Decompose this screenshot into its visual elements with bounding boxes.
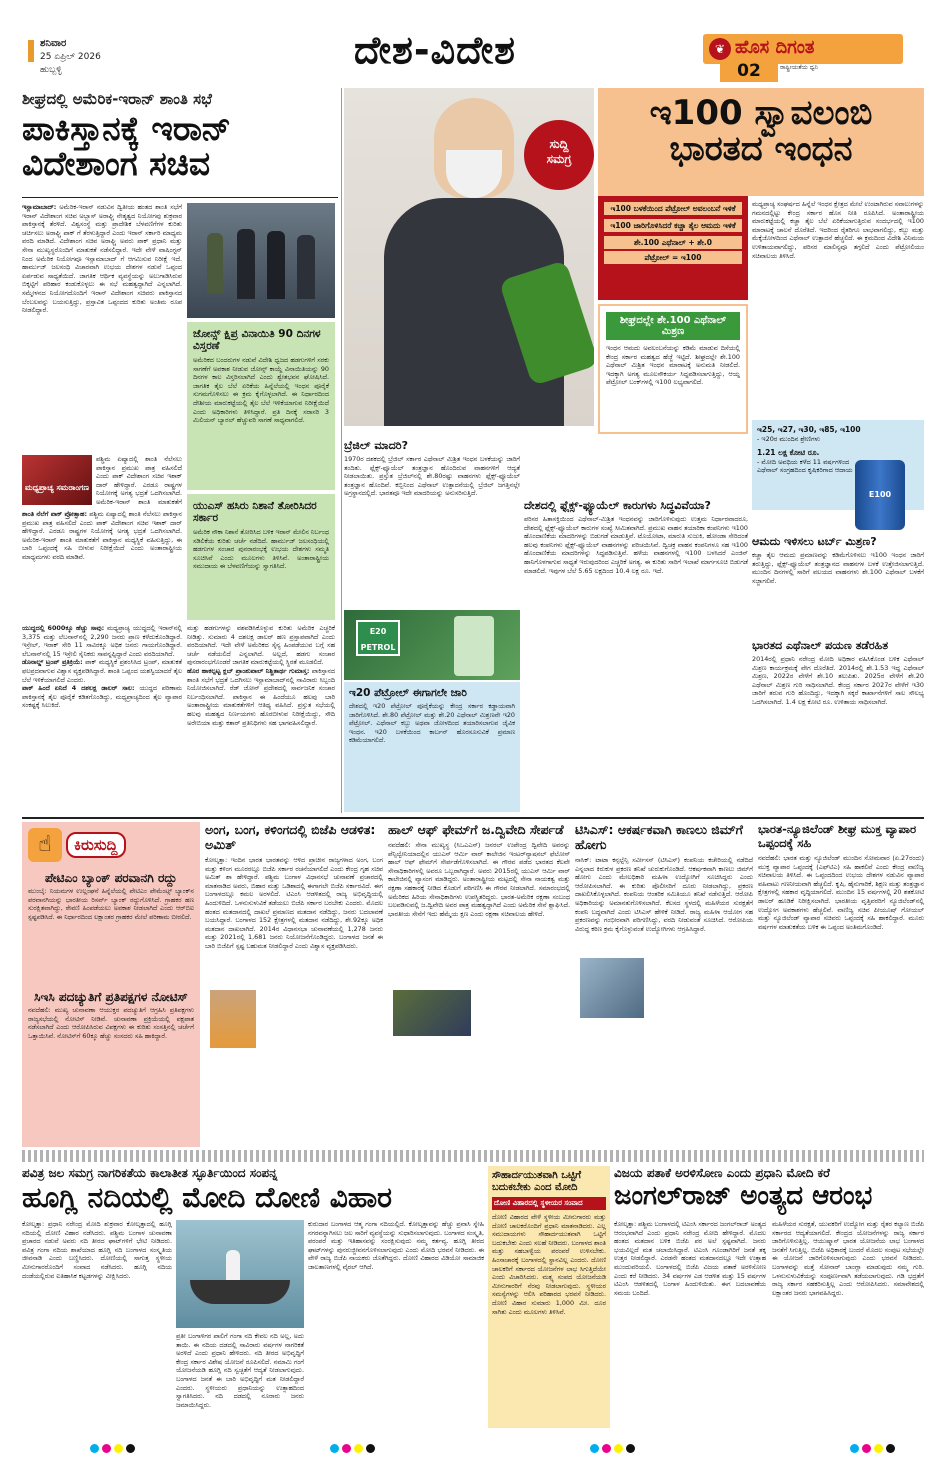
harmony-sub: ದೋಣಿ ವಿಹಾರದಲ್ಲಿ ಸ್ಥಳೀಯರ ಸಂವಾದ bbox=[492, 1197, 606, 1210]
jones-act-box bbox=[187, 322, 335, 490]
lead-body2: ಪಶ್ಚಿಮ ಏಷ್ಯಾದಲ್ಲಿ ಶಾಂತಿ ನೆಲೆಸಲು ಪಾಕಿಸ್ತಾನ ಪ್ರಮುಖ ಪಾತ್ರ ವಹಿಸಲಿದೆ ಎಂದು ಪಾಕ್ ವಿದೇಶಾಂಗ ಸಚಿವ ಇಶಾಕ್ ದಾರ್ ಹೇಳಿದ್ದಾರೆ. ಎರಡೂ ರಾಷ್ಟ್ರಗಳ ನಿಯೋಗಕ್ಕೆ ಅಗತ್ಯ ಭದ್ರತೆ ಒದಗಿಸಲಾಗಿದೆ. ಅಮೆರಿಕ-ಇರಾನ್ ಶಾಂತಿ ಮಾತುಕತೆಗೆ ಪಾಕಿಸ್ತಾನ ಮಧ್ಯಸ್ಥಿಕೆ ವಹಿಸುತ್ತಿದ್ದು, ಈ ಬಾರಿ ಒಪ್ಪಂದಕ್ಕೆ ಸಹಿ ಬೀಳುವ ನಿರೀಕ್ಷೆಯಿದೆ ಎಂದು ಅಂತಾರಾಷ್ಟ್ರೀಯ ಮಾಧ್ಯಮಗಳು ವರದಿ ಮಾಡಿವೆ. bbox=[22, 510, 182, 561]
jungle-kicker: ವಿಜಯ ಪತಾಕೆ ಅರಳಿಸೋಣ ಎಂದು ಪ್ರಧಾನಿ ಮೋದಿ ಕರೆ bbox=[614, 1166, 830, 1180]
fuel-right-body: ಮಧ್ಯಪ್ರಾಚ್ಯ ಸಂಘರ್ಷದ ಹಿನ್ನೆಲೆ ಇಂಧನ ಕ್ಷೇತ್ರದ ಮೇಲೆ ಉಂಟಾಗಿರುವ ಸವಾಲುಗಳನ್ನು ಗಮನದಲ್ಲಿಟ್ಟು ಕೇಂದ್ರ ಸರ್ಕಾರ ಹೊಸ ನೀತಿ ರೂಪಿಸಿದೆ. ಅಂತಾರಾಷ್ಟ್ರೀಯ ಮಾರುಕಟ್ಟೆಯಲ್ಲಿ ಕಚ್ಚಾ ತೈಲ ಬೆಲೆ ಏರಿಕೆಯಾಗುತ್ತಿರುವ ಸಂದರ್ಭದಲ್ಲಿ ಇ100 ಮಾರಾಟಕ್ಕೆ ಚಾಲನೆ ದೊರೆತಿದೆ. ಇದರಿಂದ ರೈತರಿಗೂ ಲಾಭವಾಗಲಿದ್ದು, ಕಬ್ಬು ಮತ್ತು ಮೆಕ್ಕೆಜೋಳದಿಂದ ಎಥೆನಾಲ್ ಉತ್ಪಾದನೆ ಹೆಚ್ಚಲಿದೆ. ಈ ಕ್ರಮದಿಂದ ವಿದೇಶಿ ವಿನಿಮಯ ಉಳಿತಾಯವಾಗಲಿದ್ದು, ಪರಿಸರ ಮಾಲಿನ್ಯವೂ ತಗ್ಗಲಿದೆ ಎಂದು ಪೆಟ್ರೋಲಿಯಂ ಸಚಿವಾಲಯ ತಿಳಿಸಿದೆ. bbox=[752, 200, 924, 260]
brazil-body: 1970ರ ದಶಕದಲ್ಲಿ ಬ್ರೆಜಿಲ್ ಸರ್ಕಾರ ಎಥೆನಾಲ್ ಮಿಶ್ರಿತ ಇಂಧನ ಬಳಕೆಯನ್ನು ಜಾರಿಗೆ ತಂದಿತು. ಫ್ಲೆಕ್ಸ್-ಫ್ಯೂಯೆಲ್ ತಂತ್ರಜ್ಞಾನ ಹೊಂದಿರುವ ವಾಹನಗಳಿಗೆ ಆದ್ಯತೆ ನೀಡಲಾಯಿತು. ಪ್ರಸ್ತುತ ಬ್ರೆಜಿಲ್‌ನಲ್ಲಿ ಶೇ.80ರಷ್ಟು ವಾಹನಗಳು ಫ್ಲೆಕ್ಸ್-ಫ್ಯೂಯೆಲ್ ತಂತ್ರಜ್ಞಾನ ಹೊಂದಿವೆ. ಕಬ್ಬಿನಿಂದ ಎಥೆನಾಲ್ ಉತ್ಪಾದನೆಯಲ್ಲಿ ಬ್ರೆಜಿಲ್ ಜಗತ್ತಿನಲ್ಲೇ ಅಗ್ರಸ್ಥಾನದಲ್ಲಿದೆ. ಭಾರತವೂ ಇದೇ ಮಾದರಿಯನ್ನು ಅನುಸರಿಸುತ್ತಿದೆ. bbox=[344, 455, 520, 498]
cec-title: ಸಿಇಸಿ ಪದಚ್ಯುತಿಗೆ ಪ್ರತಿಪಕ್ಷಗಳ ನೋಟಿಸ್ bbox=[34, 990, 188, 1004]
lead-lower-subhead4: ಪಾಕ್ ಹಿಂದೆ ಏನಿದೆ 4 ದಶಲಕ್ಷ ಡಾಲರ್ ಸಾಲ: bbox=[22, 684, 135, 693]
stats-revenue-note: - ಮೋದಿ ಅವಧಿಯ ಕಳೆದ 11 ವರ್ಷಗಳಿಂದ ಎಥೆನಾಲ್ ಸಂಗ್ರಹದಿಂದ ಕೃಷಿಕರಿಗಾದ ಆದಾಯ bbox=[757, 458, 853, 474]
lead-lower-subhead2: ಡೊನಾಲ್ಡ್ ಟ್ರಂಪ್ ಪ್ರತಿಕ್ರಿಯೆ: bbox=[22, 658, 83, 667]
flex-title: ದೇಶದಲ್ಲಿ ಫ್ಲೆಕ್ಸ್-ಫ್ಯೂಯೆಲ್ ಕಾರುಗಳು ಸಿದ್ಧವಿವೆಯಾ? bbox=[524, 499, 711, 512]
jungle-story-head bbox=[614, 1166, 924, 1210]
lead-body: ಅಮೆರಿಕ-ಇರಾನ್ ನಡುವಿನ ದ್ವಿತೀಯ ಹಂತದ ಶಾಂತಿ ಸಭೆಗೆ ಇರಾನ್ ವಿದೇಶಾಂಗ ಸಚಿವ ಅಬ್ಬಾಸ್ ಅರಾಘ್ಚಿ ನೇತೃತ್ವದ ನಿಯೋಗವು ಶುಕ್ರವಾರ ಪಾಕಿಸ್ತಾನಕ್ಕೆ ತೆರಳಿದೆ. ವಿಶ್ವಸಂಸ್ಥೆ ಮತ್ತು ಪ್ರಾದೇಶಿಕ ಬೆಳವಣಿಗೆಗಳ ಕುರಿತು ಚರ್ಚಿಸಲು ಅರಾಘ್ಚಿ ಪಾಕ್ ಗೆ ತೆರಳುತ್ತಿದ್ದಾರೆ ಎಂದು ಇರಾನ್ ಸರ್ಕಾರಿ ಮಾಧ್ಯಮ ವರದಿ ಮಾಡಿದೆ. ವಿದೇಶಾಂಗ ಸಚಿವ ಅರಾಘ್ಚಿ ಅವರು ಪಾಕ್ ಪ್ರಧಾನಿ ಮತ್ತು ಸೇನಾ ಮುಖ್ಯಸ್ಥರೊಂದಿಗೆ ಮಾತುಕತೆ ನಡೆಸಲಿದ್ದಾರೆ. ಇದೇ ವೇಳೆ ವಾಷಿಂಗ್ಟನ್ ನಿಂದ ಅಮೆರಿಕ ನಿಯೋಗವೂ ಇಸ್ಲಾಮಾಬಾದ್ ಗೆ ಆಗಮಿಸುವ ನಿರೀಕ್ಷೆ ಇದೆ. ಹಾರ್ಮುಜ್ ಜಲಸಂಧಿ ವಿಚಾರವಾಗಿ ಉಭಯ ದೇಶಗಳ ನಡುವೆ ಒಪ್ಪಂದ ಏರ್ಪಡುವ ಸಾಧ್ಯತೆಯಿದೆ. ಜಾಗತಿಕ ಆರ್ಥಿಕ ವ್ಯವಸ್ಥೆಯನ್ನು ಅಲುಗಾಡಿಸಿರುವ ಬಿಕ್ಕಟ್ಟಿಗೆ ಪರಿಹಾರ ಕಂಡುಕೊಳ್ಳಲು ಈ ಸಭೆ ಮಹತ್ವದ್ದಾಗಿದೆ ಎನ್ನಲಾಗಿದೆ. ಸಮ್ಮೇಳನದ ನಿಯೋಗದೊಂದಿಗೆ ಇರಾನ್ ವಿದೇಶಾಂಗ ಸಚಿವರು ಪಾಕಿಸ್ತಾನದ ಬೆಂಬಲವನ್ನು ಬಯಸುತ್ತಿದ್ದು, ಪ್ರಸ್ತಾವಿತ ಒಪ್ಪಂದದ ಕುರಿತು ಅಂತಿಮ ರೂಪ ನೀಡಲಿದ್ದಾರೆ. bbox=[22, 203, 182, 315]
hall-of-fame-story bbox=[388, 822, 570, 1147]
section-divider bbox=[22, 817, 924, 819]
divider bbox=[22, 197, 338, 198]
registration-marks bbox=[850, 1438, 898, 1457]
e20-photo-label: E20 PETROL bbox=[356, 620, 400, 656]
harmony-box bbox=[488, 1166, 610, 1428]
us-box-body: ಅಮೆರಿಕ ನೌಕಾ ನಿಶಾನೆ ತೋರಿಸಿದ ಬಳಿಕ ಇರಾನ್ ಮೇಲಿನ ನಿರ್ಬಂಧ ಸಡಿಲಿಕೆಯ ಕುರಿತು ಚರ್ಚೆ ನಡೆದಿದೆ. ಹಾರ್ಮುಜ್ ಜಲಸಂಧಿಯಲ್ಲಿ ಹಡಗುಗಳ ಸಂಚಾರ ಪುನರಾರಂಭಕ್ಕೆ ಉಭಯ ದೇಶಗಳು ಸಮ್ಮತಿ ಸೂಚಿಸಿವೆ ಎಂದು ಮೂಲಗಳು ತಿಳಿಸಿವೆ. ಅಂತಾರಾಷ್ಟ್ರೀಯ ಸಮುದಾಯ ಈ ಬೆಳವಣಿಗೆಯನ್ನು ಸ್ವಾಗತಿಸಿದೆ. bbox=[193, 528, 329, 571]
stats-grades-note: - ಇ20ರ ಮುಂದಿನ ಶ್ರೇಣಿಗಳು bbox=[757, 435, 821, 443]
paper-name: ಹೊಸ ದಿಗಂತ bbox=[735, 37, 815, 58]
registration-marks bbox=[590, 1438, 638, 1457]
hall-body: ನವದೆಹಲಿ: ಸೇನಾ ಮುಖ್ಯಸ್ಥ (ಸಿಒಎಎಸ್) ಜನರಲ್ ಉಪೇಂದ್ರ ದ್ವಿವೇದಿ ಅವರನ್ನು ಪೆನ್ಸಿಲ್ವೇನಿಯಾದಲ್ಲಿನ ಯುಎಸ್ ಆರ್ಮಿ ವಾರ್ ಕಾಲೇಜಿನ ಇಂಟರ್‌ನ್ಯಾಷನಲ್ ಫೆಲೋಸ್ ಹಾಲ್ ಆಫ್ ಫೇಮ್‌ಗೆ ಸೇರ್ಪಡೆಗೊಳಿಸಲಾಗಿದೆ. ಈ ಗೌರವ ಪಡೆದ ಭಾರತದ ಕೆಲವೇ ಸೇನಾಧಿಕಾರಿಗಳಲ್ಲಿ ಅವರೂ ಒಬ್ಬರಾಗಿದ್ದಾರೆ. ಅವರು 2015ರಲ್ಲಿ ಯುಎಸ್ ಆರ್ಮಿ ವಾರ್ ಕಾಲೇಜಿನಲ್ಲಿ ವ್ಯಾಸಂಗ ಮಾಡಿದ್ದರು. ಅಂತಾರಾಷ್ಟ್ರೀಯ ಮಟ್ಟದಲ್ಲಿ ಸೇನಾ ನಾಯಕತ್ವ ಮತ್ತು ರಕ್ಷಣಾ ಸಹಕಾರಕ್ಕೆ ನೀಡಿದ ಕೊಡುಗೆ ಪರಿಗಣಿಸಿ ಈ ಗೌರವ ನೀಡಲಾಗಿದೆ. ಸಮಾರಂಭದಲ್ಲಿ ಅಮೆರಿಕದ ಹಿರಿಯ ಸೇನಾಧಿಕಾರಿಗಳು ಉಪಸ್ಥಿತರಿದ್ದರು. ಭಾರತ-ಅಮೆರಿಕ ರಕ್ಷಣಾ ಸಂಬಂಧ ಬಲಪಡಿಸುವಲ್ಲಿ ಜ.ದ್ವಿವೇದಿ ಅವರ ಪಾತ್ರ ಮಹತ್ವದ್ದಾಗಿದೆ ಎಂದು ಅಮೆರಿಕ ಸೇನೆ ಶ್ಲಾಘಿಸಿದೆ. ಭಾರತೀಯ ಸೇನೆಗೆ ಇದು ಹೆಮ್ಮೆಯ ಕ್ಷಣ ಎಂದು ರಕ್ಷಣಾ ಸಚಿವಾಲಯ ಹೇಳಿದೆ. bbox=[388, 841, 570, 918]
lead-body-col1b bbox=[22, 510, 182, 620]
registration-marks bbox=[90, 1438, 138, 1457]
hooghly-headline: ಹೂಗ್ಲಿ ನದಿಯಲ್ಲಿ ಮೋದಿ ದೋಣಿ ವಿಹಾರ bbox=[22, 1181, 392, 1214]
nz-trade-story bbox=[758, 822, 924, 1147]
hooghly-body-left: ಕೋಲ್ಕತ್ತಾ: ಪ್ರಧಾನಿ ನರೇಂದ್ರ ಮೋದಿ ಶುಕ್ರವಾರ ಕೋಲ್ಕತ್ತಾದಲ್ಲಿ ಹೂಗ್ಲಿ ನದಿಯಲ್ಲಿ ದೋಣಿ ವಿಹಾರ ನಡೆಸಿದರು. ಪಶ್ಚಿಮ ಬಂಗಾಳ ಚುನಾವಣಾ ಪ್ರಚಾರದ ನಡುವೆ ಅವರು ನದಿ ತೀರದ ಘಾಟ್‌ಗಳಿಗೆ ಭೇಟಿ ನೀಡಿದರು. ಪವಿತ್ರ ಗಂಗಾ ನದಿಯ ಶಾಖೆಯಾದ ಹೂಗ್ಲಿ ನದಿ ಬಂಗಾಳದ ಸಂಸ್ಕೃತಿಯ ಜೀವನಾಡಿ ಎಂದು ಬಣ್ಣಿಸಿದರು. ದೋಣಿಯಲ್ಲಿ ಸಾಗುತ್ತ ಸ್ಥಳೀಯ ಮೀನುಗಾರರೊಂದಿಗೆ ಸಂವಾದ ನಡೆಸಿದರು. ಹೂಗ್ಲಿ ನದಿಯ ದಂಡೆಯಲ್ಲಿರುವ ಐತಿಹಾಸಿಕ ಕಟ್ಟಡಗಳನ್ನು ವೀಕ್ಷಿಸಿದರು. bbox=[22, 1220, 172, 1280]
cec-body: ನವದೆಹಲಿ: ಮುಖ್ಯ ಚುನಾವಣಾ ಆಯುಕ್ತರ ಪದಚ್ಯುತಿಗೆ ಆಗ್ರಹಿಸಿ ಪ್ರತಿಪಕ್ಷಗಳು ರಾಜ್ಯಸಭೆಯಲ್ಲಿ ನೋಟಿಸ್ ನೀಡಿವೆ. ಚುನಾವಣಾ ಪ್ರಕ್ರಿಯೆಯಲ್ಲಿ ಪಕ್ಷಪಾತ ನಡೆಸಲಾಗಿದೆ ಎಂದು ಆರೋಪಿಸಿರುವ ವಿಪಕ್ಷಗಳು ಈ ಕುರಿತು ಸಂಸತ್ತಿನಲ್ಲಿ ಚರ್ಚೆಗೆ ಒತ್ತಾಯಿಸಿವೆ. ನೋಟಿಸ್‌ಗೆ 60ಕ್ಕೂ ಹೆಚ್ಚು ಸಂಸದರು ಸಹಿ ಹಾಕಿದ್ದಾರೆ. bbox=[28, 1006, 194, 1040]
lead-headline-2: ವಿದೇಶಾಂಗ ಸಚಿವ bbox=[22, 143, 211, 183]
boat-ride-photo bbox=[176, 1220, 304, 1328]
figure-shape bbox=[267, 231, 285, 299]
harmony-title: ಸೌಹಾರ್ದಯುತವಾಗಿ ಒಟ್ಟಿಗೆ ಬದುಕಬೇಕು ಎಂದ ಮೋದಿ bbox=[492, 1170, 582, 1193]
e100-barrel bbox=[855, 460, 905, 530]
fuel-headline-1: ಇ100 ಸ್ವಾವಲಂಬಿ bbox=[649, 93, 873, 133]
column-divider bbox=[341, 88, 342, 813]
kiru-suddi-label: ಕಿರುಸುದ್ದಿ bbox=[66, 832, 126, 858]
lead-lower-body3: ಪಾಕಿಸ್ತಾನದ ಶಾಂತಿ ಸಭೆಗೆ ಭದ್ರತೆ ಒದಗಿಸಲು ಇಸ್ಲಾಮಾಬಾದ್‌ನಲ್ಲಿ ಸಾವಿರಾರು ಸಿಬ್ಬಂದಿ ನಿಯೋಜಿಸಲಾಗಿದೆ. ರೆಡ್ ಜೋನ್ ಪ್ರದೇಶದಲ್ಲಿ ಸಾರ್ವಜನಿಕ ಸಂಚಾರ ನಿರ್ಬಂಧಿಸಲಾಗಿದೆ. bbox=[187, 666, 335, 701]
lead-lower-left bbox=[22, 624, 182, 810]
fuel-headline-box bbox=[598, 88, 924, 196]
history-story bbox=[752, 640, 924, 812]
e20-story bbox=[344, 682, 520, 812]
us-box-headline: ಯುಎಸ್ ಹಸಿರು ನಿಶಾನೆ ತೋರಿಸಿದರ ಸರ್ಕಾರ bbox=[193, 500, 317, 524]
lead-lower-body4: ಯುದ್ಧದ ಪರಿಣಾಮ ಪಾಕಿಸ್ತಾನಕ್ಕೆ ತೈಲ ಪೂರೈಕೆ ಕಡಿತಗೊಂಡಿದ್ದು, ಮಧ್ಯಪ್ರಾಚ್ಯದಿಂದ ತೈಲ ವ್ಯಾಪಾರ ಸಂಕಷ್ಟಕ್ಕೆ ಸಿಲುಕಿದೆ. bbox=[22, 684, 182, 710]
e100-soon-body: ಇಂಧನ ಆಮದು ಅವಲಂಬನೆಯನ್ನು ಕಡಿಮೆ ಮಾಡುವ ದಿಸೆಯಲ್ಲಿ ಕೇಂದ್ರ ಸರ್ಕಾರ ಮಹತ್ವದ ಹೆಜ್ಜೆ ಇಟ್ಟಿದೆ. ಶೀಘ್ರದಲ್ಲೇ ಶೇ.100 ಎಥೆನಾಲ್ ಮಿಶ್ರಿತ ಇಂಧನ ಮಾರಾಟಕ್ಕೆ ಅನುಮತಿ ನೀಡಲಿದೆ. ಇದಕ್ಕಾಗಿ ಅಗತ್ಯ ಮೂಲಸೌಕರ್ಯ ಸಿದ್ಧಪಡಿಸಲಾಗುತ್ತಿದ್ದು, ಆಯ್ದ ಪೆಟ್ರೋಲ್ ಬಂಕ್‌ಗಳಲ್ಲಿ ಇ100 ಲಭ್ಯವಾಗಲಿದೆ. bbox=[606, 344, 740, 387]
pump-shape bbox=[454, 616, 494, 676]
nz-headline: ಭಾರತ-ನ್ಯೂಜಿಲೆಂಡ್ ಶೀಘ್ರ ಮುಕ್ತ ವ್ಯಾಪಾರ ಒಪ್ಪಂದಕ್ಕೆ ಸಹಿ bbox=[758, 822, 917, 850]
diplomats-photo bbox=[187, 203, 335, 318]
flex-fuel-story bbox=[524, 500, 748, 812]
lead-lower-body-right: ಮತ್ತು ಹಡಗುಗಳನ್ನು ವಶಪಡಿಸಿಕೊಳ್ಳುವ ಕುರಿತು ಅಮೆರಿಕ ಎಚ್ಚರಿಕೆ ನೀಡಿತ್ತು. ಸುಮಾರು 4 ದಶಲಕ್ಷ ಡಾಲರ್ ಹಣ ಪ್ರಸ್ತಾಪವಾಗಿದೆ ಎಂದು ವರದಿಯಾಗಿದೆ. ಇದೇ ವೇಳೆ ಅಮೆರಿಕದ ಸೈನ್ಯ ಹಿಂಪಡೆಯುವ ಬಗ್ಗೆ ಸಹ ಚರ್ಚೆ ನಡೆಯಲಿದೆ ಎನ್ನಲಾಗಿದೆ. ಅಲ್ಲದೆ, ಹಡಗು ಸಂಚಾರ ಪುನರಾರಂಭಗೊಂಡರೆ ಜಾಗತಿಕ ಮಾರುಕಟ್ಟೆಯಲ್ಲಿ ಸ್ಥಿರತೆ ಮೂಡಲಿದೆ. bbox=[187, 624, 335, 667]
history-body: 2014ರಲ್ಲಿ ಪ್ರಧಾನಿ ನರೇಂದ್ರ ಮೋದಿ ಅಧಿಕಾರ ವಹಿಸಿಕೊಂಡ ಬಳಿಕ ಎಥೆನಾಲ್ ಮಿಶ್ರಣ ಕಾರ್ಯಕ್ರಮಕ್ಕೆ ವೇಗ ದೊರೆತಿದೆ. 2014ರಲ್ಲಿ ಶೇ.1.53 ಇದ್ದ ಎಥೆನಾಲ್ ಮಿಶ್ರಣ, 2022ರ ವೇಳೆಗೆ ಶೇ.10 ತಲುಪಿತು. 2025ರ ವೇಳೆಗೆ ಶೇ.20 ಎಥೆನಾಲ್ ಮಿಶ್ರಣ ಗುರಿ ಸಾಧಿಸಲಾಗಿದೆ. ಕೇಂದ್ರ ಸರ್ಕಾರ 2027ರ ವೇಳೆಗೆ ಇ30 ಜಾರಿಗೆ ತರುವ ಗುರಿ ಹೊಂದಿದ್ದು, ಇದಕ್ಕಾಗಿ ಸಕ್ಕರೆ ಕಾರ್ಖಾನೆಗಳಿಗೆ ಸಾಲ ಸೌಲಭ್ಯ ಒದಗಿಸಲಾಗಿದೆ. 1.4 ಲಕ್ಷ ಕೋಟಿ ರೂ. ಉಳಿತಾಯ ಸಾಧಿಸಲಾಗಿದೆ. bbox=[752, 655, 924, 706]
paytm-title: ಪೇಟಿಎಂ ಬ್ಯಾಂಕ್ ಪರವಾನಗಿ ರದ್ದು bbox=[45, 871, 177, 885]
hall-headline: ಹಾಲ್ ಆಫ್ ಫೇಮ್‌ಗೆ ಜ.ದ್ವಿವೇದಿ ಸೇರ್ಪಡೆ bbox=[388, 822, 564, 837]
war-stamp-label: ಮಧ್ಯಪ್ರಾಚ್ಯ ಸಮರಾಂಗಣ bbox=[25, 483, 89, 492]
fuel-headline-2: ಭಾರತದ ಇಂಧನ bbox=[669, 128, 853, 169]
equation-3: ಶೇ.100 ಎಥೆನಾಲ್ + ಶೇ.0 bbox=[604, 236, 742, 249]
hooghly-body-mid: ಕುರುದಾರ ಬಂಗಾಳದ ಆತ್ಮ ಗಂಗಾ ನದಿಯಲ್ಲಿದೆ. ಕೋಲ್ಕತ್ತಾವನ್ನು ಹೆಚ್ಚು ಪ್ರವಾಸಿ ಸ್ನೇಹಿ ನಗರವನ್ನಾಗಿಸಲು ಜಲ ಸಾರಿಗೆ ವ್ಯವಸ್ಥೆಯನ್ನು ಸುಧಾರಿಸಲಾಗುವುದು. ಬಂಗಾಳದ ಸಂಸ್ಕೃತಿ, ಪರಂಪರೆ ಮತ್ತು ಇತಿಹಾಸವನ್ನು ಸಂರಕ್ಷಿಸುವುದು ನಮ್ಮ ಕರ್ತವ್ಯ. ಹೂಗ್ಲಿ ತೀರದ ಘಾಟ್‌ಗಳನ್ನು ಪುನರುಜ್ಜೀವನಗೊಳಿಸಲಾಗುವುದು ಎಂದು ಮೋದಿ ಭರವಸೆ ನೀಡಿದರು. ಈ ವೇಳೆ ರಾಜ್ಯ ಬಿಜೆಪಿ ನಾಯಕರು ಜೊತೆಗಿದ್ದರು. ದೋಣಿ ವಿಹಾರದ ವಿಡಿಯೋ ಸಾಮಾಜಿಕ ಜಾಲತಾಣಗಳಲ್ಲಿ ವೈರಲ್ ಆಗಿದೆ. bbox=[308, 1220, 484, 1271]
equation-2: ಇ100 ಜಾರಿಗೊಳಿಸಿದರೆ ಕಚ್ಚಾ ತೈಲ ಆಮದು ಇಳಿಕೆ bbox=[604, 219, 742, 232]
lead-body-col1 bbox=[22, 203, 182, 455]
flex-body: ಪರಿಸರ ಹಿತಾಸಕ್ತಿಯಿಂದ ಎಥೆನಾಲ್-ಮಿಶ್ರಿತ ಇಂಧನವನ್ನು ಜಾರಿಗೊಳಿಸುವುದು ಉತ್ತಮ ನಿರ್ಧಾರವಾದರೂ, ದೇಶದಲ್ಲಿ ಫ್ಲೆಕ್ಸ್-ಫ್ಯೂಯೆಲ್ ಕಾರುಗಳ ಸಂಖ್ಯೆ ಸೀಮಿತವಾಗಿದೆ. ಪ್ರಮುಖ ವಾಹನ ತಯಾರಿಕಾ ಕಂಪನಿಗಳು ಇ100 ಹೊಂದಾಣಿಕೆಯ ಮಾದರಿಗಳನ್ನು ಬಿಡುಗಡೆ ಮಾಡುತ್ತಿವೆ. ಟೊಯೋಟಾ, ಮಾರುತಿ ಸುಜುಕಿ, ಹೋಂಡಾ ಸೇರಿದಂತೆ ಹಲವು ಕಂಪನಿಗಳು ಫ್ಲೆಕ್ಸ್-ಫ್ಯೂಯೆಲ್ ವಾಹನಗಳನ್ನು ಪರಿಚಯಿಸಿವೆ. ದ್ವಿಚಕ್ರ ವಾಹನ ಕಂಪನಿಗಳೂ ಸಹ ಇ100 ಹೊಂದಾಣಿಕೆಯ ಮಾದರಿಗಳನ್ನು ಸಿದ್ಧಪಡಿಸುತ್ತಿವೆ. ಹಳೆಯ ವಾಹನಗಳಲ್ಲಿ ಇ100 ಬಳಸಿದರೆ ಎಂಜಿನ್ ಹಾನಿಗೊಳಗಾಗುವ ಸಾಧ್ಯತೆ ಇರುವುದರಿಂದ ಎಚ್ಚರಿಕೆ ಅಗತ್ಯ. ಈ ಕುರಿತು ಸಾರಿಗೆ ಇಲಾಖೆ ಮಾರ್ಗಸೂಚಿ ಬಿಡುಗಡೆ ಮಾಡಲಿದೆ. ಇವುಗಳ ಬೆಲೆ 5.65 ಲಕ್ಷದಿಂದ 10.4 ಲಕ್ಷ ರೂ. ಇದೆ. bbox=[524, 515, 748, 575]
lead-story bbox=[22, 90, 338, 181]
figure-shape bbox=[297, 235, 315, 299]
figure-shape bbox=[207, 233, 223, 293]
badge-line2: ಸಮಗ್ರ bbox=[546, 152, 572, 166]
lead-kicker: ಶೀಘ್ರದಲ್ಲಿ ಅಮೆರಿಕ-ಇರಾನ್ ಶಾಂತಿ ಸಭೆ bbox=[22, 90, 212, 108]
e100-soon-title: ಶೀಘ್ರದಲ್ಲೇ ಶೇ.100 ಎಥೆನಾಲ್ ಮಿಶ್ರಣ bbox=[606, 312, 740, 340]
nz-body: ನವದೆಹಲಿ: ಭಾರತ ಮತ್ತು ನ್ಯೂಜಿಲೆಂಡ್ ಮುಂದಿನ ಸೋಮವಾರ (ಏ.27ರಂದು) ಮುಕ್ತ ವ್ಯಾಪಾರ ಒಪ್ಪಂದಕ್ಕೆ (ಎಫ್‌ಟಿಎ) ಸಹಿ ಹಾಕಲಿವೆ ಎಂದು ಕೇಂದ್ರ ವಾಣಿಜ್ಯ ಸಚಿವಾಲಯ ತಿಳಿಸಿದೆ. ಈ ಒಪ್ಪಂದದಿಂದ ಉಭಯ ದೇಶಗಳ ನಡುವಿನ ವ್ಯಾಪಾರ ವಹಿವಾಟು ಗಣನೀಯವಾಗಿ ಹೆಚ್ಚಲಿದೆ. ಕೃಷಿ, ಹೈನುಗಾರಿಕೆ, ಶಿಕ್ಷಣ ಮತ್ತು ತಂತ್ರಜ್ಞಾನ ಕ್ಷೇತ್ರಗಳಲ್ಲಿ ಸಹಕಾರ ವೃದ್ಧಿಯಾಗಲಿದೆ. ಮುಂದಿನ 15 ವರ್ಷಗಳಲ್ಲಿ 20 ಶತಕೋಟಿ ಡಾಲರ್ ಹೂಡಿಕೆ ನಿರೀಕ್ಷಿಸಲಾಗಿದೆ. ಭಾರತೀಯ ವೃತ್ತಿಪರರಿಗೆ ನ್ಯೂಜಿಲೆಂಡ್‌ನಲ್ಲಿ ಉದ್ಯೋಗ ಅವಕಾಶಗಳು ಹೆಚ್ಚಲಿವೆ. ವಾಣಿಜ್ಯ ಸಚಿವ ಪೀಯೂಷ್ ಗೋಯಲ್ ಮತ್ತು ನ್ಯೂಜಿಲೆಂಡ್ ವ್ಯಾಪಾರ ಸಚಿವರು ಒಪ್ಪಂದಕ್ಕೆ ಸಹಿ ಹಾಕಲಿದ್ದಾರೆ. ಮೂರು ವರ್ಷಗಳ ಮಾತುಕತೆಯ ಬಳಿಕ ಈ ಒಪ್ಪಂದ ಅಂತಿಮಗೊಂಡಿದೆ. bbox=[758, 854, 924, 931]
paper-tagline: ರಾಷ್ಟ್ರೀಯತೆಯ ಧ್ವನಿ bbox=[780, 64, 818, 71]
equation-1: ಇ100 ಬಳಕೆಯಿಂದ ಪೆಟ್ರೋಲ್ ಅವಲಂಬನೆ ಇಳಿಕೆ bbox=[604, 202, 742, 215]
kiru-suddi-column bbox=[22, 822, 200, 1147]
jones-body: ಅಮೆರಿಕದ ಬಂದರುಗಳ ನಡುವೆ ವಿದೇಶಿ ಧ್ವಜದ ಹಡಗುಗಳಿಗೆ ಸರಕು ಸಾಗಣೆಗೆ ಅವಕಾಶ ನೀಡುವ ಜೋನ್ಸ್ ಕಾಯ್ದೆ ವಿನಾಯಿತಿಯನ್ನು 90 ದಿನಗಳ ಕಾಲ ವಿಸ್ತರಿಸಲಾಗಿದೆ ಎಂದು ಶ್ವೇತಭವನ ಘೋಷಿಸಿದೆ. ಜಾಗತಿಕ ತೈಲ ಬೆಲೆ ಏರಿಕೆಯ ಹಿನ್ನೆಲೆಯಲ್ಲಿ ಇಂಧನ ಪೂರೈಕೆ ಸುಗಮಗೊಳಿಸಲು ಈ ಕ್ರಮ ಕೈಗೊಳ್ಳಲಾಗಿದೆ. ಈ ನಿರ್ಧಾರದಿಂದ ದೇಶೀಯ ಮಾರುಕಟ್ಟೆಯಲ್ಲಿ ತೈಲ ಬೆಲೆ ಇಳಿಕೆಯಾಗುವ ನಿರೀಕ್ಷೆಯಿದೆ ಎಂದು ಅಧಿಕಾರಿಗಳು ತಿಳಿಸಿದ್ದಾರೆ. ಪ್ರತಿ ದಿನಕ್ಕೆ ಸರಾಸರಿ 3 ಮಿಲಿಯನ್ ಬ್ಯಾರಲ್ ಹೆಚ್ಚುವರಿ ಸಾಗಣೆ ಸಾಧ್ಯವಾಗಲಿದೆ. bbox=[193, 356, 329, 425]
amit-photo bbox=[210, 990, 256, 1048]
lead-lower-subhead3: ಹೊರ ಹಾಕಲ್ಪಟ್ಟ ಕ್ಲಬ್ ಪ್ರಾಂಶುಪಾಲ್ ನಿಶ್ಚಿತಾರ್ಥ ಗುಮಾಸ್ತ: bbox=[187, 666, 310, 675]
section-title: ದೇಶ-ವಿದೇಶ bbox=[354, 28, 516, 72]
us-green-signal-box bbox=[187, 494, 335, 620]
fuel-equations-box bbox=[598, 196, 748, 300]
hand-icon: ☝ bbox=[28, 828, 62, 862]
masthead bbox=[0, 0, 945, 84]
history-title: ಭಾರತದ ಎಥೆನಾಲ್ ಪಯಣ ತಡೆರಹಿತ bbox=[752, 639, 889, 652]
e20-title: ಇ20 ಪೆಟ್ರೋಲ್ ಈಗಾಗಲೇ ಜಾರಿ bbox=[349, 687, 467, 699]
figure-shape bbox=[237, 229, 255, 299]
issue-city: ಹುಬ್ಬಳ್ಳಿ bbox=[40, 65, 62, 75]
amit-headline: ಅಂಗ, ಬಂಗ, ಕಳಿಂಗದಲ್ಲಿ ಬಿಜೆಪಿ ಆಡಳಿತ: ಅಮಿತ್ bbox=[205, 822, 376, 852]
figure-shape bbox=[226, 1250, 240, 1280]
dotted-divider bbox=[22, 1150, 924, 1162]
page-number: 02 bbox=[720, 60, 778, 82]
tcs-body: ನಾಸಿಕ್: ಟಾಟಾ ಕನ್ಸಲ್ಟೆನ್ಸಿ ಸರ್ವೀಸಸ್ (ಟಿಸಿಎಸ್) ಕಂಪನಿಯ ಕಚೇರಿಯಲ್ಲಿ ನಡೆದಿದೆ ಎನ್ನಲಾದ ಕಿರುಕುಳ ಪ್ರಕರಣ ತನಿಖೆ ಚುರುಕುಗೊಂಡಿದೆ. ಆಕರ್ಷಕವಾಗಿ ಕಾಣಲು ಜಿಮ್‌ಗೆ ಹೋಗು ಎಂದು ಮೇಲಧಿಕಾರಿ ಮಹಿಳಾ ಉದ್ಯೋಗಿಗೆ ಸೂಚಿಸಿದ್ದರು ಎಂದು ಆರೋಪಿಸಲಾಗಿದೆ. ಈ ಕುರಿತು ಪೊಲೀಸರಿಗೆ ದೂರು ನೀಡಲಾಗಿದ್ದು, ಪ್ರಕರಣ ದಾಖಲಿಸಿಕೊಳ್ಳಲಾಗಿದೆ. ಕಂಪನಿಯ ಆಂತರಿಕ ಸಮಿತಿಯೂ ತನಿಖೆ ನಡೆಸುತ್ತಿದೆ. ಆರೋಪಿ ಅಧಿಕಾರಿಯನ್ನು ಅಮಾನತುಗೊಳಿಸಲಾಗಿದೆ. ಕೆಲಸದ ಸ್ಥಳದಲ್ಲಿ ಮಹಿಳೆಯರ ಸುರಕ್ಷತೆಗೆ ಕಂಪನಿ ಬದ್ಧವಾಗಿದೆ ಎಂದು ಟಿಸಿಎಸ್ ಹೇಳಿಕೆ ನೀಡಿದೆ. ರಾಜ್ಯ ಮಹಿಳಾ ಆಯೋಗ ಸಹ ಪ್ರಕರಣವನ್ನು ಗಂಭೀರವಾಗಿ ಪರಿಗಣಿಸಿದ್ದು, ವರದಿ ನೀಡುವಂತೆ ಸೂಚಿಸಿದೆ. ಆರೋಪಿಯ ವಿರುದ್ಧ ಕಠಿಣ ಕ್ರಮ ಕೈಗೊಳ್ಳುವಂತೆ ಉದ್ಯೋಗಿಗಳು ಆಗ್ರಹಿಸಿದ್ದಾರೆ. bbox=[575, 856, 753, 933]
badge-line1: ಸುದ್ದಿ bbox=[549, 137, 569, 151]
jungle-body-left: ಕೋಲ್ಕತ್ತಾ: ಪಶ್ಚಿಮ ಬಂಗಾಳದಲ್ಲಿ ಟಿಎಂಸಿ ಸರ್ಕಾರದ ಜಂಗಲ್‌ರಾಜ್ ಅಂತ್ಯದ ಆರಂಭವಾಗಿದೆ ಎಂದು ಪ್ರಧಾನಿ ನರೇಂದ್ರ ಮೋದಿ ಹೇಳಿದ್ದಾರೆ. ಮೊದಲ ಹಂತದ ಮತದಾನ ಬಳಿಕ ಬಿಜೆಪಿ ಪರ ಅಲೆ ಸ್ಪಷ್ಟವಾಗಿದೆ. ಜನರು ಭಯವಿಲ್ಲದೆ ಮತ ಚಲಾಯಿಸಿದ್ದಾರೆ. ಟಿಎಂಸಿ ಗೂಂಡಾಗಿರಿಗೆ ಜನತೆ ತಕ್ಕ ಉತ್ತರ ನೀಡಲಿದ್ದಾರೆ. ಎರಡನೇ ಹಂತದ ಮತದಾನದಲ್ಲೂ ಇದೇ ಉತ್ಸಾಹ ಮುಂದುವರಿಯಲಿ. ಬಂಗಾಳದಲ್ಲಿ ಬಿಜೆಪಿ ವಿಜಯ ಪತಾಕೆ ಅರಳಿಸೋಣ ಎಂದು ಕರೆ ನೀಡಿದರು. 34 ವರ್ಷಗಳ ಎಡ ಆಡಳಿತ ಮತ್ತು 15 ವರ್ಷಗಳ ಟಿಎಂಸಿ ಆಡಳಿತದಲ್ಲಿ ಬಂಗಾಳ ಹಿಂದುಳಿಯಿತು. ಈಗ ಬದಲಾವಣೆಯ ಸಮಯ ಬಂದಿದೆ. bbox=[614, 1220, 766, 1297]
lead-lower-right bbox=[187, 624, 335, 810]
paytm-body: ಮುಂಬೈ: ನಿಯಮಗಳ ಉಲ್ಲಂಘನೆ ಹಿನ್ನೆಲೆಯಲ್ಲಿ ಪೇಟಿಎಂ ಪೇಮೆಂಟ್ಸ್ ಬ್ಯಾಂಕ್‌ನ ಪರವಾನಗಿಯನ್ನು ಭಾರತೀಯ ರಿಸರ್ವ್ ಬ್ಯಾಂಕ್ ರದ್ದುಗೊಳಿಸಿದೆ. ಗ್ರಾಹಕರ ಹಣ ಸುರಕ್ಷಿತವಾಗಿದ್ದು, ಠೇವಣಿ ಹಿಂಪಡೆಯಲು ಅವಕಾಶ ನೀಡಲಾಗಿದೆ ಎಂದು ಆರ್‌ಬಿಐ ಸ್ಪಷ್ಟಪಡಿಸಿದೆ. ಈ ನಿರ್ಧಾರದಿಂದ ಲಕ್ಷಾಂತರ ಗ್ರಾಹಕರ ಮೇಲೆ ಪರಿಣಾಮ ಬೀರಲಿದೆ. bbox=[28, 887, 194, 921]
date-accent-bar bbox=[28, 40, 34, 62]
amit-story bbox=[205, 822, 383, 1147]
jungle-body-right: ಮಹಿಳೆಯರ ಸುರಕ್ಷತೆ, ಯುವಕರಿಗೆ ಉದ್ಯೋಗ ಮತ್ತು ರೈತರ ಕಲ್ಯಾಣ ಬಿಜೆಪಿ ಸರ್ಕಾರದ ಆದ್ಯತೆಯಾಗಲಿದೆ. ಕೇಂದ್ರದ ಯೋಜನೆಗಳನ್ನು ರಾಜ್ಯ ಸರ್ಕಾರ ಜಾರಿಗೊಳಿಸುತ್ತಿಲ್ಲ. ಆಯುಷ್ಮಾನ್ ಭಾರತ ಯೋಜನೆಯ ಲಾಭ ಬಂಗಾಳದ ಜನತೆಗೆ ಸಿಗುತ್ತಿಲ್ಲ. ಬಿಜೆಪಿ ಅಧಿಕಾರಕ್ಕೆ ಬಂದರೆ ಮೊದಲ ಸಂಪುಟ ಸಭೆಯಲ್ಲೇ ಈ ಯೋಜನೆ ಜಾರಿಗೊಳಿಸಲಾಗುವುದು ಎಂದು ಭರವಸೆ ನೀಡಿದರು. ಬಂಗಾಳವನ್ನು ಮತ್ತೆ ಸೋನಾರ್ ಬಾಂಗ್ಲಾ ಮಾಡುವುದು ನಮ್ಮ ಗುರಿ. ಒಳನುಸುಳುವಿಕೆಯನ್ನು ಸಂಪೂರ್ಣವಾಗಿ ತಡೆಯಲಾಗುವುದು. ಗಡಿ ಭದ್ರತೆಗೆ ರಾಜ್ಯ ಸರ್ಕಾರ ಸಹಕರಿಸುತ್ತಿಲ್ಲ ಎಂದು ಆರೋಪಿಸಿದರು. ಸಮಾವೇಶದಲ್ಲಿ ಲಕ್ಷಾಂತರ ಜನರು ಭಾಗವಹಿಸಿದ್ದರು. bbox=[772, 1220, 924, 1297]
general-photo bbox=[393, 990, 471, 1036]
import-cut-body: ಕಚ್ಚಾ ತೈಲ ಆಮದು ಪ್ರಮಾಣವನ್ನು ಕಡಿಮೆಗೊಳಿಸಲು ಇ100 ಇಂಧನ ಜಾರಿಗೆ ತರುತ್ತಿದ್ದು, ಫ್ಲೆಕ್ಸ್-ಫ್ಯೂಯೆಲ್ ತಂತ್ರಜ್ಞಾನದ ವಾಹನಗಳ ಬಳಕೆ ಉತ್ತೇಜಿಸಲಾಗುತ್ತಿದೆ. ಮುಂದಿನ ದಿನಗಳಲ್ಲಿ ಸಾರಿಗೆ ವಲಯದ ವಾಹನಗಳು ಶೇ.100 ಎಥೆನಾಲ್ ಬಳಕೆಗೆ ಸಜ್ಜಾಗಲಿವೆ. bbox=[752, 551, 924, 585]
jungle-headline: ಜಂಗಲ್‌ರಾಜ್ ಅಂತ್ಯದ ಆರಂಭ bbox=[614, 1181, 873, 1211]
lamp-logo-icon: ❦ bbox=[709, 38, 731, 60]
e20-body: ದೇಶದಲ್ಲಿ ಇ20 ಪೆಟ್ರೋಲ್ ಪೂರೈಕೆಯನ್ನು ಕೇಂದ್ರ ಸರ್ಕಾರ ಕಡ್ಡಾಯವಾಗಿ ಜಾರಿಗೊಳಿಸಿದೆ. ಶೇ.80 ಪೆಟ್ರೋಲ್ ಮತ್ತು ಶೇ.20 ಎಥೆನಾಲ್ ಮಿಶ್ರಣವೇ ಇ20 ಪೆಟ್ರೋಲ್. ಎಥೆನಾಲ್ ಕಬ್ಬು ಅಥವಾ ಜೋಳದಿಂದ ತಯಾರಿಸಲಾಗುವ ಜೈವಿಕ ಇಂಧನ. ಇ20 ಬಳಕೆಯಿಂದ ಕಾರ್ಬನ್ ಹೊರಸೂಸುವಿಕೆ ಪ್ರಮಾಣ ಕಡಿಮೆಯಾಗಲಿದೆ. bbox=[349, 702, 515, 745]
boat-shape bbox=[190, 1280, 290, 1304]
lead-lower-body-right2: ಪಾಕಿಸ್ತಾನ ಈ ಹಿಂದೆಯೂ ಹಲವು ಬಾರಿ ಅಂತಾರಾಷ್ಟ್ರೀಯ ಮಾತುಕತೆಗಳಿಗೆ ಆತಿಥ್ಯ ವಹಿಸಿದೆ. ಪ್ರಸ್ತುತ ಸಭೆಯಲ್ಲಿ ಹಲವು ಮಹತ್ವದ ನಿರ್ಣಯಗಳು ಹೊರಬೀಳುವ ನಿರೀಕ್ಷೆಯಿದ್ದು, ಸೌದಿ ಅರೇಬಿಯಾ ಮತ್ತು ಕತಾರ್ ಪ್ರತಿನಿಧಿಗಳು ಸಹ ಭಾಗವಹಿಸಲಿದ್ದಾರೆ. bbox=[187, 692, 335, 727]
lead-lower-body2: ಪಾಕ್ ಮಧ್ಯಸ್ಥಿಕೆ ಪ್ರಶಂಸಿಸಿದ ಟ್ರಂಪ್, ಮಾತುಕತೆ ಫಲಪ್ರದವಾಗುವ ವಿಶ್ವಾಸ ವ್ಯಕ್ತಪಡಿಸಿದ್ದಾರೆ. ಶಾಂತಿ ಒಪ್ಪಂದ ಯಶಸ್ವಿಯಾದರೆ ತೈಲ ಬೆಲೆ ಇಳಿಕೆಯಾಗಲಿದೆ ಎಂದರು. bbox=[22, 658, 182, 684]
import-cut-title: ಆಮದು ಇಳಿಸಲು ಟರ್ಬ್ ಮಿಶ್ರಣ? bbox=[752, 535, 877, 548]
hooghly-kicker: ಪವಿತ್ರ ಜಲ ಸಮಗ್ರ ನಾಗರಿಕತೆಯ ಕಾಲಾತೀತ ಸ್ಫೂರ್ತಿಯಿಂದ ಸಂಪನ್ನ bbox=[22, 1166, 278, 1180]
e100-soon-box bbox=[598, 304, 748, 434]
registration-marks bbox=[330, 1438, 378, 1457]
stats-grades: ಇ25, ಇ27, ಇ30, ಇ85, ಇ100 bbox=[757, 425, 861, 434]
amit-body: ಕೋಲ್ಕತ್ತಾ: ಇಂದಿನ ಭಾರತ ಭಾರತವನ್ನು ಆಳಿದ ಪ್ರಾಚೀನ ರಾಜ್ಯಗಳಾದ ಅಂಗ, ಬಂಗ ಮತ್ತು ಕಳಿಂಗ ಮೂರರಲ್ಲೂ ಬಿಜೆಪಿ ಸರ್ಕಾರ ರಚನೆಯಾಗಲಿದೆ ಎಂದು ಕೇಂದ್ರ ಗೃಹ ಸಚಿವ ಅಮಿತ್ ಶಾ ಹೇಳಿದ್ದಾರೆ. ಪಶ್ಚಿಮ ಬಂಗಾಳ ವಿಧಾನಸಭೆ ಚುನಾವಣೆ ಪ್ರಚಾರದಲ್ಲಿ ಮಾತನಾಡಿದ ಅವರು, ಬಿಹಾರ ಮತ್ತು ಒಡಿಶಾದಲ್ಲಿ ಈಗಾಗಲೇ ಬಿಜೆಪಿ ಸರ್ಕಾರವಿದೆ. ಈಗ ಬಂಗಾಳದಲ್ಲೂ ಕಮಲ ಅರಳಲಿದೆ. ಟಿಎಂಸಿ ಆಡಳಿತದಲ್ಲಿ ರಾಜ್ಯ ಅಭಿವೃದ್ಧಿಯಲ್ಲಿ ಹಿಂದುಳಿದಿದೆ. ಒಳನುಸುಳುವಿಕೆ ತಡೆಯಲು ಬಿಜೆಪಿ ಸರ್ಕಾರ ಬರಬೇಕು ಎಂದರು. ಮೊದಲ ಹಂತದ ಮತದಾನದಲ್ಲಿ ದಾಖಲೆ ಪ್ರಮಾಣದ ಮತದಾನ ನಡೆದಿದ್ದು, ಜನರು ಬದಲಾವಣೆ ಬಯಸಿದ್ದಾರೆ. ಬಂಗಾಳದ 152 ಕ್ಷೇತ್ರಗಳಲ್ಲಿ ಮತದಾನ ನಡೆದಿದ್ದು, ಶೇ.92ಕ್ಕೂ ಅಧಿಕ ಮತದಾನ ದಾಖಲಾಗಿದೆ. 2014ರ ವಿಧಾನಸಭಾ ಚುನಾವಣೆಯಲ್ಲಿ 1,278 ಜನರು ಮತ್ತು 2021ರಲ್ಲಿ 1,681 ಜನರು ನಿಯೋಜನೆಗೊಂಡಿದ್ದರು. ಬಂಗಾಳದ ಜನತೆ ಈ ಬಾರಿ ಬಿಜೆಪಿಗೆ ಸ್ಪಷ್ಟ ಬಹುಮತ ನೀಡಲಿದ್ದಾರೆ ಎಂದು ವಿಶ್ವಾಸ ವ್ಯಕ್ತಪಡಿಸಿದರು. bbox=[205, 856, 383, 950]
tcs-photo bbox=[580, 958, 644, 1018]
lead-lower-body1: ಮಧ್ಯಪ್ರಾಚ್ಯ ಯುದ್ಧದಲ್ಲಿ ಇರಾನ್‌ನಲ್ಲಿ 3,375 ಮತ್ತು ಲೆಬನಾನ್‌ನಲ್ಲಿ 2,290 ಜನರು ಪ್ರಾಣ ಕಳೆದುಕೊಂಡಿದ್ದಾರೆ. ಇಸ್ರೇಲ್, ಇರಾಕ್ ಸೇರಿ 11 ಸಾವಿರಕ್ಕೂ ಅಧಿಕ ಜನರು ಗಾಯಗೊಂಡಿದ್ದಾರೆ. ಲೆಬನಾನ್‌ನಲ್ಲಿ 15 ಇಸ್ರೇಲಿ ಸೈನಿಕರು ಸಾವನ್ನಪ್ಪಿದ್ದಾರೆ ಎಂದು ವರದಿಯಾಗಿದೆ. bbox=[22, 624, 182, 658]
lead-lower-subhead1: ಯುದ್ಧದಲ್ಲಿ 6000ಕ್ಕೂ ಹೆಚ್ಚು ಸಾವು: bbox=[22, 624, 105, 632]
lead-headline-1: ಪಾಕಿಸ್ತಾನಕ್ಕೆ ಇರಾನ್ bbox=[22, 109, 231, 148]
lead-dateline: ಇಸ್ಲಾಮಾಬಾದ್: bbox=[22, 203, 57, 211]
lead-subhead: ಶಾಂತಿ ನೆಲೆಗೆ ಪಾಕ್ ಪ್ರೋತ್ಸಾಹ: bbox=[22, 510, 88, 518]
hooghly-story-head bbox=[22, 1166, 484, 1212]
stats-revenue: 1.21 ಲಕ್ಷ ಕೋಟಿ ರೂ. bbox=[757, 448, 820, 457]
issue-date: 25 ಏಪ್ರಿಲ್ 2026 bbox=[40, 52, 101, 62]
jones-headline: ಜೋನ್ಸ್ ಕ್ಷಿಪ್ರ ವಿನಾಯಿತಿ 90 ದಿನಗಳ ವಿಸ್ತರಣೆ bbox=[193, 328, 321, 352]
import-cut-story bbox=[752, 536, 924, 636]
barrel-label: E100 bbox=[868, 490, 892, 499]
suddi-samagra-badge bbox=[524, 120, 594, 190]
war-stamp bbox=[22, 455, 92, 505]
tcs-headline: ಟಿಸಿಎಸ್: ಆಕರ್ಷಕವಾಗಿ ಕಾಣಲು ಜಿಮ್‌ಗೆ ಹೋಗು bbox=[575, 822, 743, 852]
lead-body-side: ಪಶ್ಚಿಮ ಏಷ್ಯಾದಲ್ಲಿ ಶಾಂತಿ ನೆಲೆಸಲು ಪಾಕಿಸ್ತಾನ ಪ್ರಮುಖ ಪಾತ್ರ ವಹಿಸಲಿದೆ ಎಂದು ಪಾಕ್ ವಿದೇಶಾಂಗ ಸಚಿವ ಇಶಾಕ್ ದಾರ್ ಹೇಳಿದ್ದಾರೆ. ಎರಡೂ ರಾಷ್ಟ್ರಗಳ ನಿಯೋಗಕ್ಕೆ ಅಗತ್ಯ ಭದ್ರತೆ ಒದಗಿಸಲಾಗಿದೆ. ಅಮೆರಿಕ-ಇರಾನ್ ಶಾಂತಿ ಮಾತುಕತೆಗೆ bbox=[96, 455, 182, 506]
harmony-body: ದೋಣಿ ವಿಹಾರದ ವೇಳೆ ಸ್ಥಳೀಯ ಮೀನುಗಾರರು ಮತ್ತು ದೋಣಿ ಚಾಲಕರೊಂದಿಗೆ ಪ್ರಧಾನಿ ಮಾತನಾಡಿದರು. ಎಲ್ಲ ಸಮುದಾಯಗಳು ಸೌಹಾರ್ದಯುತವಾಗಿ ಒಟ್ಟಿಗೆ ಬದುಕಬೇಕು ಎಂದು ಸಲಹೆ ನೀಡಿದರು. ಬಂಗಾಳದ ಶಾಂತಿ ಮತ್ತು ಸಹಬಾಳ್ವೆಯ ಪರಂಪರೆ ಉಳಿಸಬೇಕು. ಹಿಂಸಾಚಾರಕ್ಕೆ ಬಂಗಾಳದಲ್ಲಿ ಸ್ಥಾನವಿಲ್ಲ ಎಂದರು. ದೋಣಿ ಚಾಲಕರಿಗೆ ಸರ್ಕಾರದ ಯೋಜನೆಗಳ ಲಾಭ ಸಿಗುತ್ತಿದೆಯೇ ಎಂದು ವಿಚಾರಿಸಿದರು. ಮತ್ಸ್ಯ ಸಂಪದ ಯೋಜನೆಯಡಿ ಮೀನುಗಾರರಿಗೆ ನೆರವು ನೀಡಲಾಗುವುದು. ಸ್ಥಳೀಯರ ಸಮಸ್ಯೆಗಳನ್ನು ಆಲಿಸಿ ಪರಿಹಾರದ ಭರವಸೆ ನೀಡಿದರು. ದೋಣಿ ವಿಹಾರ ಸುಮಾರು 1,000 ಮೀ. ದೂರ ಸಾಗಿತು ಎಂದು ಮೂಲಗಳು ತಿಳಿಸಿವೆ. bbox=[492, 1213, 606, 1316]
brazil-story bbox=[344, 440, 520, 606]
e20-pump-photo bbox=[344, 610, 520, 680]
brazil-title: ಬ್ರೆಜಿಲ್ ಮಾದರಿ? bbox=[344, 439, 408, 452]
issue-day: ಶನಿವಾರ bbox=[40, 38, 67, 49]
hooghly-body-right: ಪ್ರತೀ ಬಂಗಾಳಿಗರ ಪಾಲಿಗೆ ಗಂಗಾ ನದಿ ಕೇವಲ ನದಿ ಅಲ್ಲ, ಅದು ತಾಯಿ. ಈ ನದಿಯ ದಡದಲ್ಲಿ ಸಾವಿರಾರು ವರ್ಷಗಳ ನಾಗರಿಕತೆ ಅರಳಿದೆ ಎಂದು ಪ್ರಧಾನಿ ಹೇಳಿದರು. ನದಿ ತೀರದ ಅಭಿವೃದ್ಧಿಗೆ ಕೇಂದ್ರ ಸರ್ಕಾರ ವಿಶೇಷ ಯೋಜನೆ ರೂಪಿಸಲಿದೆ. ನಮಾಮಿ ಗಂಗೆ ಯೋಜನೆಯಡಿ ಹೂಗ್ಲಿ ನದಿ ಸ್ವಚ್ಛತೆಗೆ ಆದ್ಯತೆ ನೀಡಲಾಗುವುದು. ಬಂಗಾಳದ ಜನತೆ ಈ ಬಾರಿ ಅಭಿವೃದ್ಧಿಗೆ ಮತ ನೀಡಲಿದ್ದಾರೆ ಎಂದರು. ಸ್ಥಳೀಯರು ಪ್ರಧಾನಿಯನ್ನು ಉತ್ಸಾಹದಿಂದ ಸ್ವಾಗತಿಸಿದರು. ನದಿ ದಡದಲ್ಲಿ ನೂರಾರು ಜನರು ಜಮಾಯಿಸಿದ್ದರು. bbox=[176, 1332, 304, 1409]
equation-4: ಪೆಟ್ರೋಲ್ = ಇ100 bbox=[604, 251, 742, 264]
